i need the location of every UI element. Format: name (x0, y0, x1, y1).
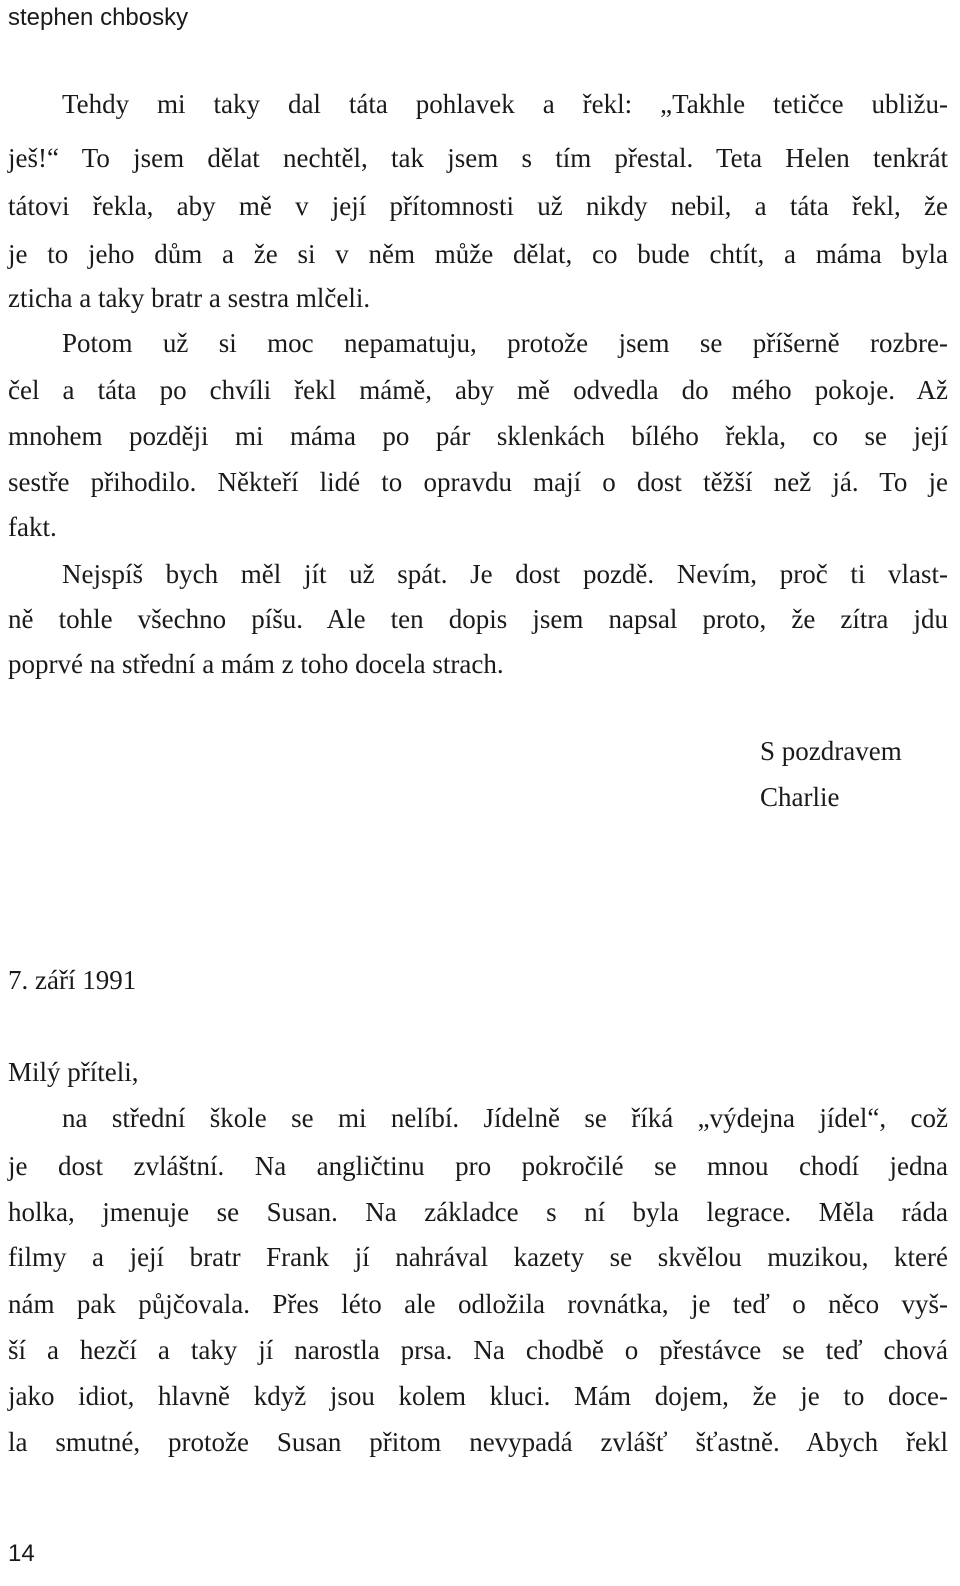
signature: Charlie (760, 782, 840, 812)
text-line: Tehdy mi taky dal táta pohlavek a řekl: „Takhle tetičce ubližu- (62, 89, 948, 119)
text-line: la smutné, protože Susan přitom nevypadá zvlášť šťastně. Abych řekl (8, 1427, 948, 1457)
text-line: fakt. (8, 512, 57, 542)
text-line: sestře přihodilo. Někteří lidé to opravdu mají o dost těžší než já. To je (8, 467, 948, 497)
text-line: zticha a taky bratr a sestra mlčeli. (8, 283, 371, 313)
text-line: Nejspíš bych měl jít už spát. Je dost pozdě. Nevím, proč ti vlast- (62, 559, 948, 589)
text-line: čel a táta po chvíli řekl mámě, aby mě odvedla do mého pokoje. Až (8, 375, 948, 405)
text-line: Potom už si moc nepamatuju, protože jsem se příšerně rozbre- (62, 328, 948, 358)
letter-date: 7. září 1991 (8, 965, 137, 995)
text-line: ješ!“ To jsem dělat nechtěl, tak jsem s tím přestal. Teta Helen tenkrát (8, 143, 948, 173)
text-line: holka, jmenuje se Susan. Na základce s ní byla legrace. Měla ráda (8, 1197, 948, 1227)
text-line: tátovi řekla, aby mě v její přítomnosti už nikdy nebil, a táta řekl, že (8, 191, 948, 221)
text-line: jako idiot, hlavně když jsou kolem kluci. Mám dojem, že je to doce- (8, 1381, 948, 1411)
salutation: Milý příteli, (8, 1057, 139, 1087)
text-line: ší a hezčí a taky jí narostla prsa. Na chodbě o přestávce se teď chová (8, 1335, 948, 1365)
text-line: poprvé na střední a mám z toho docela strach. (8, 649, 504, 679)
text-line: je dost zvláštní. Na angličtinu pro pokročilé se mnou chodí jedna (8, 1151, 948, 1181)
text-line: na střední škole se mi nelíbí. Jídelně se říká „výdejna jídel“, což (62, 1103, 948, 1133)
text-line: je to jeho dům a že si v něm může dělat, co bude chtít, a máma byla (8, 239, 948, 269)
text-line: filmy a její bratr Frank jí nahrával kazety se skvělou muzikou, které (8, 1242, 948, 1272)
text-line: ně tohle všechno píšu. Ale ten dopis jsem napsal proto, že zítra jdu (8, 604, 948, 634)
running-head: stephen chbosky (8, 4, 189, 31)
text-line: nám pak půjčovala. Přes léto ale odložila rovnátka, je teď o něco vyš- (8, 1289, 948, 1319)
closing: S pozdravem (760, 736, 902, 766)
page-number: 14 (8, 1540, 35, 1567)
text-line: mnohem později mi máma po pár sklenkách bílého řekla, co se její (8, 421, 948, 451)
